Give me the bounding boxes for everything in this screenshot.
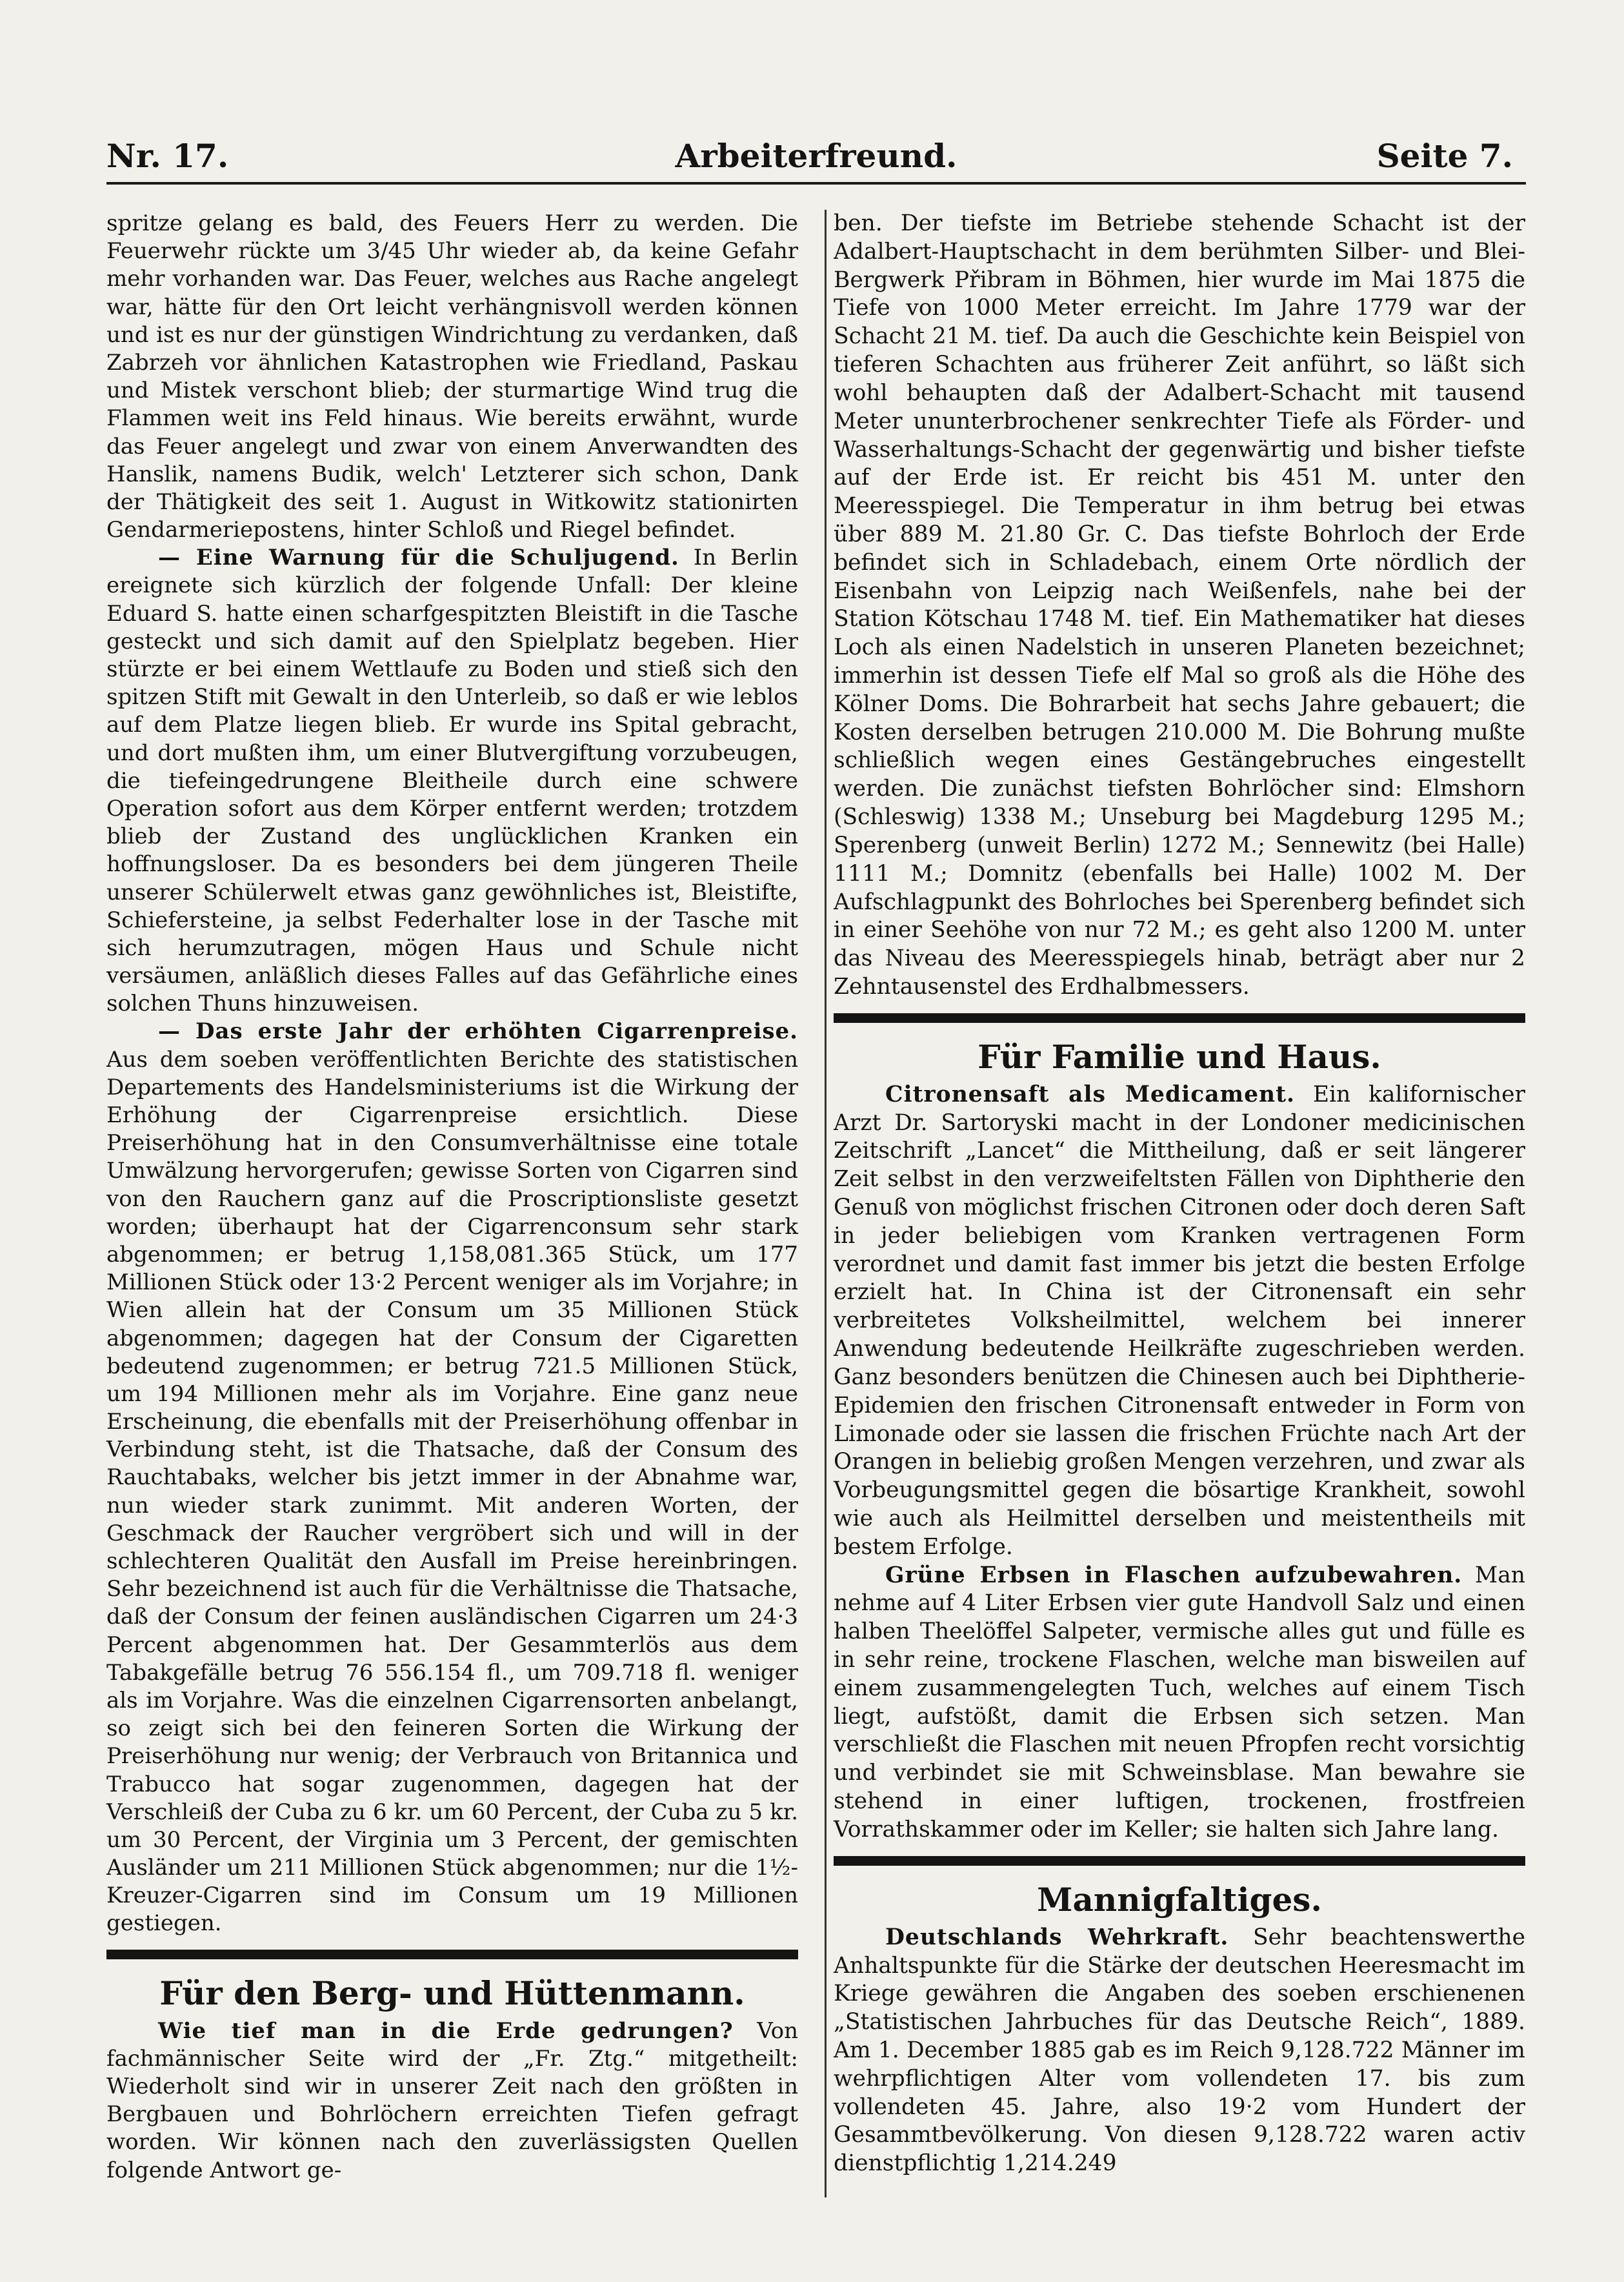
article-body: Man nehme auf 4 Liter Erbsen vier gute Handvoll Salz und einen halben Theelöffel Salpeter, vermische alles gut und fülle es in sehr reine, trockene Flaschen, welche man bisweilen auf einem zusammengelegten Tuch, welches auf einem Tisch liegt, aufstößt, damit die Erbsen sich setzen. Man verschließt die Flaschen mit neuen Pfropfen recht vorsichtig und verbindet sie mit Schweinsblase. Man bewahre sie stehend in einer luftigen, trockenen, frostfreien Vorrathskammer oder im Keller; sie halten sich Jahre lang.	[834, 1562, 1525, 1843]
article-depth-continued: ben. Der tiefste im Betriebe stehende Schacht ist der Adalbert-Hauptschacht in dem berühmten Silber- und Blei-Bergwerk Přibram in Böhmen, hier wurde im Mai 1875 die Tiefe von 1000 Meter erreicht. Im Jahre 1779 war der Schacht 21 M. tief. Da auch die Geschichte kein Beispiel von tieferen Schachten aus früherer Zeit anführt, so läßt sich wohl behaupten daß der Adalbert-Schacht mit tausend Meter ununterbrochener senkrechter Tiefe als Förder- und Wasserhaltungs-Schacht der gegenwärtig und bisher tiefste auf der Erde ist. Er reicht bis 451 M. unter den Meeresspiegel. Die Temperatur in ihm betrug bei etwas über 889 M. 21.80 Gr. C. Das tiefste Bohrloch der Erde befindet sich in Schladebach, einem Orte nördlich der Eisenbahn von Leipzig nach Weißenfels, nahe bei der Station Kötschau 1748 M. tief. Ein Mathematiker hat dieses Loch als einen Nadelstich in unseren Planeten bezeichnet; immerhin ist dessen Tiefe elf Mal so groß als die Höhe des Kölner Doms. Die Bohrarbeit hat sechs Jahre gebauert; die Kosten derselben betrugen 210.000 M. Die Bohrung mußte schließlich wegen eines Gestängebruches eingestellt werden. Die zunächst tiefsten Bohrlöcher sind: Elmshorn (Schleswig) 1338 M.; Unseburg bei Magdeburg 1295 M.; Sperenberg (unweit Berlin) 1272 M.; Sennewitz (bei Halle) 1111 M.; Domnitz (ebenfalls bei Halle) 1002 M. Der Aufschlagpunkt des Bohrloches bei Sperenberg befindet sich in einer Seehöhe von nur 72 M.; es geht also 1200 M. unter das Niveau des Meeresspiegels hinab, beträgt aber nur 2 Zehntausenstel des Erdhalbmessers.	[834, 210, 1525, 1000]
article-lemon-juice	[834, 1081, 1525, 1562]
section-divider	[106, 1950, 798, 1959]
left-column	[106, 210, 798, 2185]
article-fire-end: spritze gelang es bald, des Feuers Herr zu werden. Die Feuerwehr rückte um 3/45 Uhr wieder ab, da keine Gefahr mehr vorhanden war. Das Feuer, welches aus Rache angelegt war, hätte für den Ort leicht verhängnisvoll werden können und ist es nur der günstigen Windrichtung zu verdanken, daß Zabrzeh vor ähnlichen Katastrophen wie Friedland, Paskau und Mistek verschont blieb; der sturmartige Wind trug die Flammen weit ins Feld hinaus. Wie bereits erwähnt, wurde das Feuer angelegt und zwar von einem Anverwandten des Hanslik, namens Budik, welch' Letzterer sich schon, Dank der Thätigkeit des seit 1. August in Witkowitz stationirten Gendarmeriepostens, hinter Schloß und Riegel befindet.	[106, 210, 798, 543]
article-cigar-prices	[106, 1018, 798, 1937]
article-military-strength	[834, 1924, 1525, 2178]
article-pencil-warning	[106, 544, 798, 1018]
section-title-mining: Für den Berg- und Hüttenmann.	[159, 1974, 745, 2012]
issue-number: Nr. 17.	[106, 137, 229, 175]
article-body: Aus dem soeben veröffentlichten Berichte des statistischen Departements des Handelsministeriums ist die Wirkung der Erhöhung der Cigarrenpreise ersichtlich. Diese Preiserhöhung hat in den Consumverhältnisse eine totale Umwälzung hervorgerufen; gewisse Sorten von Cigarren sind von den Rauchern ganz auf die Proscriptionsliste gesetzt worden; überhaupt hat der Cigarrenconsum sehr stark abgenommen; er betrug 1,158,081.365 Stück, um 177 Millionen Stück oder 13·2 Percent weniger als im Vorjahre; in Wien allein hat der Consum um 35 Millionen Stück abgenommen; dagegen hat der Consum der Cigaretten bedeutend zugenommen; er betrug 721.5 Millionen Stück, um 194 Millionen mehr als im Vorjahre. Eine ganz neue Erscheinung, die ebenfalls mit der Preiserhöhung offenbar in Verbindung steht, ist die Thatsache, daß der Consum des Rauchtabaks, welcher bis jetzt immer in der Abnahme war, nun wieder stark zunimmt. Mit anderen Worten, der Geschmack der Raucher vergröbert sich und will in der schlechteren Qualität den Ausfall im Preise hereinbringen. Sehr bezeichnend ist auch für die Verhältnisse die Thatsache, daß der Consum der feinen ausländischen Cigarren um 24·3 Percent abgenommen hat. Der Gesammterlös aus dem Tabakgefälle betrug 76 556.154 fl., um 709.718 fl. weniger als im Vorjahre. Was die einzelnen Cigarrensorten anbelangt, so zeigt sich bei den feineren Sorten die Wirkung der Preiserhöhung nur wenig; der Verbrauch von Britannica und Trabucco hat sogar zugenommen, dagegen hat der Verschleiß der Cuba zu 6 kr. um 60 Percent, der Cuba zu 5 kr. um 30 Percent, der Virginia um 3 Percent, der gemischten Ausländer um 211 Millionen Stück abgenommen; nur die 1½-Kreuzer-Cigarren sind im Consum um 19 Millionen gestiegen.	[106, 1046, 798, 1937]
article-body: Von fachmännischer Seite wird der „Fr. Ztg.“ mitgetheilt: Wiederholt sind wir in unserer Zeit nach den größten in Bergbauen und Bohrlöchern erreichten Tiefen gefragt worden. Wir können nach den zuverlässigsten Quellen folgende Antwort ge-	[106, 2017, 799, 2183]
article-depth	[106, 2017, 798, 2185]
section-title-misc: Mannigfaltiges.	[1037, 1880, 1322, 1919]
article-heading: Grüne Erbsen in Flaschen aufzubewahren.	[885, 1562, 1463, 1588]
page-header	[106, 137, 1526, 185]
page-number: Seite 7.	[1376, 137, 1513, 175]
article-heading: — Eine Warnung für die Schuljugend.	[158, 545, 679, 571]
article-heading: Citronensaft als Medicament.	[885, 1081, 1296, 1107]
right-column	[834, 210, 1525, 2178]
article-body: In Berlin ereignete sich kürzlich der folgende Unfall: Der kleine Eduard S. hatte einen scharfgespitzten Bleistift in die Tasche gesteckt und sich damit auf den Spielplatz begeben. Hier stürzte er bei einem Wettlaufe zu Boden und stieß sich den spitzen Stift mit Gewalt in den Unterleib, so daß er wie leblos auf dem Platze liegen blieb. Er wurde ins Spital gebracht, und dort mußten ihm, um einer Blutvergiftung vorzubeugen, die tiefeingedrungene Bleitheile durch eine schwere Operation sofort aus dem Körper entfernt werden; trotzdem blieb der Zustand des unglücklichen Kranken ein hoffnungsloser. Da es besonders bei dem jüngeren Theile unserer Schülerwelt etwas ganz gewöhnliches ist, Bleistifte, Schiefersteine, ja selbst Federhalter lose in der Tasche mit sich herumzutragen, mögen Haus und Schule nicht versäumen, anläßlich dieses Falles auf das Gefährliche eines solchen Thuns hinzuweisen.	[106, 545, 799, 1017]
article-body: Ein kalifornischer Arzt Dr. Sartoryski macht in der Londoner medicinischen Zeitschrift „Lancet“ die Mittheilung, daß er seit längerer Zeit selbst in den verzweifeltsten Fällen von Diphtherie den Genuß von möglichst frischen Citronen oder doch deren Saft in jeder beliebigen vom Kranken vertragenen Form verordnet und damit fast immer bis jetzt die besten Erfolge erzielt hat. In China ist der Citronensaft ein sehr verbreitetes Volksheilmittel, welchem bei innerer Anwendung bedeutende Heilkräfte zugeschrieben werden. Ganz besonders benützen die Chinesen auch bei Diphtherie-Epidemien den frischen Citronensaft entweder in Form von Limonade oder sie lassen die frischen Früchte nach Art der Orangen in beliebig großen Mengen verzehren, und zwar als Vorbeugungsmittel gegen die bösartige Krankheit, sowohl wie auch als Heilmittel derselben und meistentheils mit bestem Erfolge.	[834, 1081, 1525, 1560]
section-divider	[834, 1013, 1525, 1023]
article-heading: Deutschlands Wehrkraft.	[885, 1924, 1229, 1950]
section-title-family: Für Familie und Haus.	[977, 1037, 1381, 1076]
article-heading: — Das erste Jahr der erhöhten Cigarrenpreise.	[158, 1018, 798, 1045]
article-heading: Wie tief man in die Erde gedrungen?	[158, 2017, 734, 2044]
masthead-title: Arbeiterfreund.	[675, 137, 957, 175]
article-green-peas	[834, 1562, 1525, 1844]
section-divider	[834, 1856, 1525, 1866]
article-body: Sehr beachtenswerthe Anhaltspunkte für die Stärke der deutschen Heeresmacht im Kriege gewähren die Angaben des soeben erschienenen „Statistischen Jahrbuches für das Deutsche Reich“, 1889. Am 1. December 1885 gab es im Reich 9,128.722 Männer im wehrpflichtigen Alter vom vollendeten 17. bis zum vollendeten 45. Jahre, also 19·2 vom Hundert der Gesammtbevölkerung. Von diesen 9,128.722 waren activ dienstpflichtig 1,214.249	[834, 1924, 1526, 2177]
column-rule	[825, 210, 827, 2197]
